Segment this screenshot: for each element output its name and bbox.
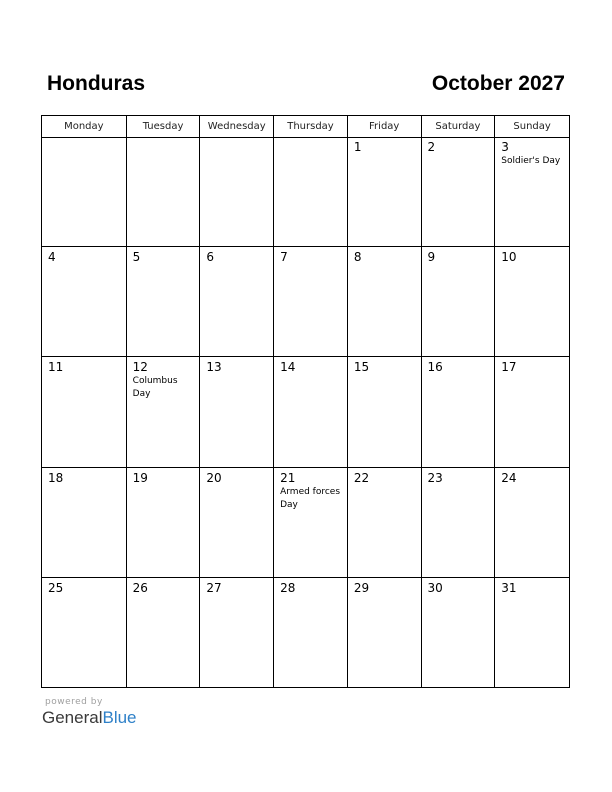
day-number: 14 bbox=[280, 360, 296, 375]
day-cell bbox=[495, 247, 569, 356]
day-cell bbox=[200, 137, 274, 246]
day-cell bbox=[42, 357, 127, 466]
day-number: 26 bbox=[132, 580, 148, 595]
week-row bbox=[42, 578, 569, 688]
day-cell bbox=[42, 578, 127, 688]
brand-blue-text: Blue bbox=[102, 708, 137, 727]
day-number: 24 bbox=[501, 470, 517, 485]
day-cell bbox=[495, 578, 569, 688]
calendar-grid bbox=[41, 115, 570, 688]
powered-by-text: powered by bbox=[45, 697, 103, 707]
day-number: 28 bbox=[280, 580, 296, 595]
day-number: 29 bbox=[353, 580, 370, 595]
day-cell bbox=[348, 137, 422, 246]
day-cell bbox=[42, 137, 127, 246]
day-number: 5 bbox=[132, 250, 141, 265]
day-cell bbox=[42, 468, 127, 577]
day-number: 31 bbox=[501, 580, 517, 595]
day-cell bbox=[200, 468, 274, 577]
weekday-header-sunday: Sunday bbox=[513, 121, 551, 132]
day-cell bbox=[348, 578, 422, 688]
day-number: 17 bbox=[501, 360, 517, 375]
page-title-month: October 2027 bbox=[431, 72, 565, 95]
day-number: 20 bbox=[206, 470, 222, 485]
calendar-days bbox=[42, 137, 569, 688]
day-number: 10 bbox=[501, 250, 517, 265]
weekday-header-row bbox=[42, 116, 569, 138]
day-number: 13 bbox=[206, 360, 222, 375]
day-number: 15 bbox=[353, 360, 370, 375]
day-number: 11 bbox=[48, 360, 64, 375]
day-cell bbox=[495, 468, 569, 577]
day-cell bbox=[127, 137, 201, 246]
day-cell bbox=[127, 357, 201, 466]
day-cell bbox=[127, 247, 201, 356]
generalblue-logo bbox=[42, 708, 137, 728]
day-number: 2 bbox=[427, 140, 436, 154]
day-number: 23 bbox=[427, 470, 443, 485]
footer-branding bbox=[42, 697, 137, 728]
day-cell bbox=[422, 137, 496, 246]
day-number: 18 bbox=[48, 470, 64, 485]
day-cell bbox=[348, 247, 422, 356]
holiday-label: Armed forces Day bbox=[280, 486, 341, 510]
week-row bbox=[42, 247, 569, 357]
day-cell bbox=[274, 468, 348, 577]
day-cell bbox=[200, 357, 274, 466]
day-cell bbox=[274, 137, 348, 246]
day-number: 3 bbox=[501, 140, 509, 154]
day-cell bbox=[422, 357, 496, 466]
day-number: 16 bbox=[427, 360, 443, 375]
day-cell bbox=[127, 578, 201, 688]
day-number: 30 bbox=[427, 580, 443, 595]
day-number: 22 bbox=[353, 470, 370, 485]
day-cell bbox=[422, 247, 496, 356]
day-cell bbox=[127, 468, 201, 577]
day-number: 21 bbox=[280, 470, 296, 485]
weekday-header-monday: Monday bbox=[42, 116, 127, 137]
day-cell bbox=[348, 357, 422, 466]
brand-general-text: General bbox=[42, 708, 103, 727]
day-cell bbox=[348, 468, 422, 577]
day-number: 7 bbox=[280, 250, 288, 265]
day-cell bbox=[200, 578, 274, 688]
holiday-label: Columbus Day bbox=[132, 376, 178, 400]
day-number: 12 bbox=[132, 360, 148, 375]
week-row bbox=[42, 357, 569, 467]
day-number: 4 bbox=[48, 250, 56, 265]
day-cell bbox=[422, 468, 496, 577]
weekday-header-thursday: Thursday bbox=[274, 116, 348, 137]
day-number: 27 bbox=[206, 580, 222, 595]
day-cell bbox=[200, 247, 274, 356]
day-cell bbox=[42, 247, 127, 356]
day-number: 1 bbox=[353, 140, 362, 154]
day-number: 25 bbox=[48, 580, 64, 595]
weekday-header-tuesday: Tuesday bbox=[127, 116, 201, 137]
day-number: 8 bbox=[353, 250, 362, 265]
weekday-header-friday: Friday bbox=[348, 116, 422, 137]
holiday-label: Soldier's Day bbox=[501, 156, 561, 166]
page-title-country: Honduras bbox=[47, 72, 146, 95]
weekday-header-saturday: Saturday bbox=[422, 116, 496, 137]
day-cell bbox=[495, 357, 569, 466]
week-row bbox=[42, 468, 569, 578]
day-cell bbox=[495, 137, 569, 246]
day-cell bbox=[274, 247, 348, 356]
day-cell bbox=[422, 578, 496, 688]
day-cell bbox=[274, 578, 348, 688]
day-cell bbox=[274, 357, 348, 466]
day-number: 19 bbox=[132, 470, 148, 485]
day-number: 6 bbox=[206, 250, 215, 265]
week-row bbox=[42, 137, 569, 247]
weekday-header-wednesday: Wednesday bbox=[200, 116, 274, 137]
day-number: 9 bbox=[427, 250, 436, 265]
